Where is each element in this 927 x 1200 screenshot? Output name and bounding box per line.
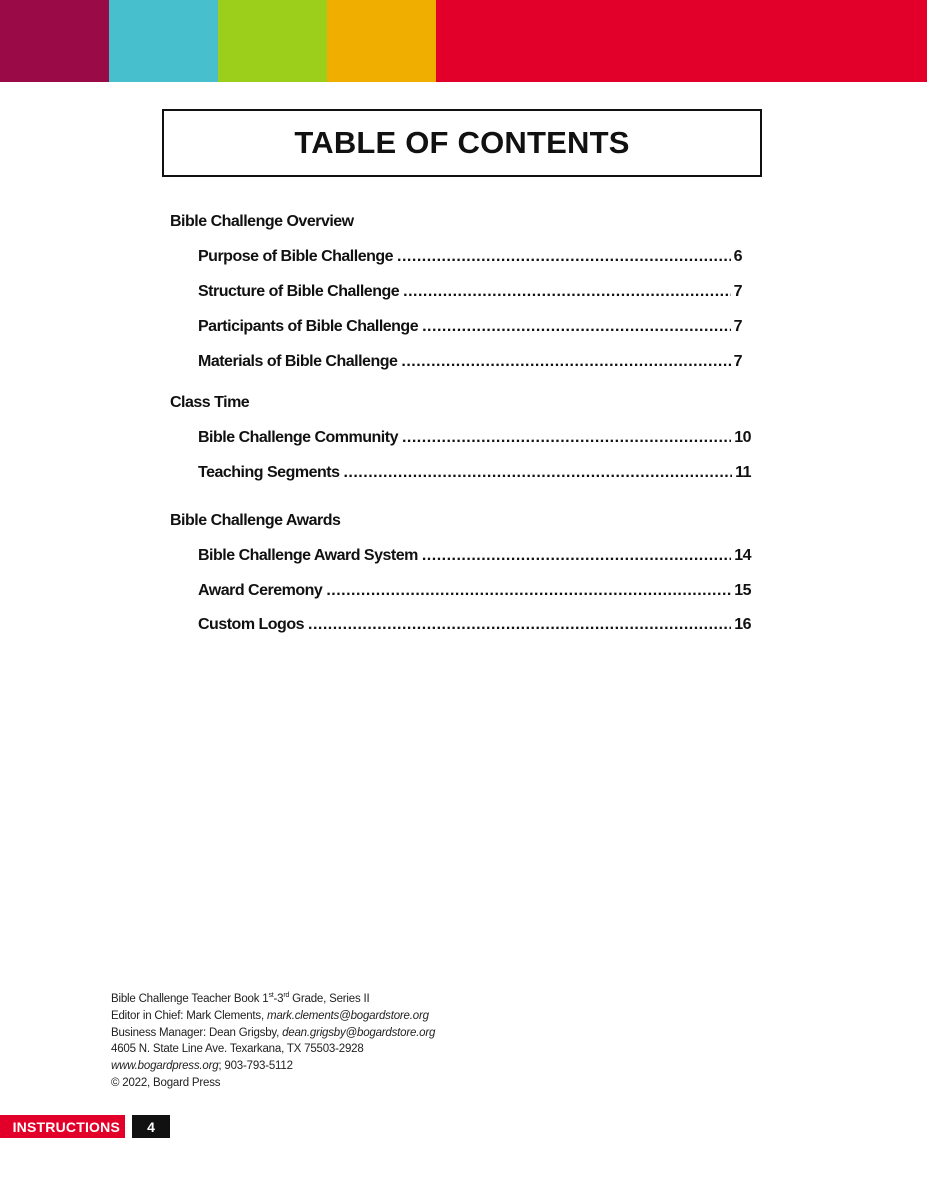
toc-entry[interactable] — [198, 581, 751, 601]
section-heading-awards: Bible Challenge Awards — [170, 512, 341, 529]
editor-email-link[interactable]: mark.clements@bogardstore.org — [266, 1009, 429, 1022]
book-title-suffix: Grade, Series II — [289, 993, 370, 1005]
toc-entry[interactable] — [198, 546, 751, 566]
toc-entry-label: Bible Challenge Award System — [198, 547, 418, 564]
book-title-range: -3 — [273, 993, 284, 1005]
dot-leader — [402, 428, 731, 448]
manager-label: Business Manager: Dean Grigsby, — [111, 1026, 283, 1039]
toc-entry-page: 10 — [734, 429, 751, 446]
toc-entry[interactable] — [198, 247, 742, 267]
toc-entry-label: Purpose of Bible Challenge — [198, 248, 394, 265]
dot-leader — [422, 317, 730, 337]
toc-entry-label: Bible Challenge Community — [198, 429, 398, 446]
credit-manager — [111, 1025, 435, 1042]
dot-leader — [326, 581, 731, 601]
toc-entry-label: Materials of Bible Challenge — [198, 353, 398, 370]
credit-editor — [111, 1008, 435, 1025]
toc-entry-page: 7 — [733, 318, 742, 335]
dot-leader — [343, 463, 732, 483]
toc-entry-label: Award Ceremony — [198, 582, 323, 599]
dot-leader — [397, 247, 731, 267]
page-title: TABLE OF CONTENTS — [294, 125, 630, 160]
toc-entry-page: 7 — [733, 353, 742, 370]
toc-entry-page: 11 — [735, 464, 751, 481]
manager-email-link[interactable]: dean.grigsby@bogardstore.org — [282, 1026, 436, 1039]
editor-label: Editor in Chief: Mark Clements, — [111, 1009, 267, 1022]
toc-entry[interactable] — [198, 282, 742, 302]
toc-entry-label: Participants of Bible Challenge — [198, 318, 419, 335]
dot-leader — [403, 282, 730, 302]
dot-leader — [308, 615, 731, 635]
dot-leader — [401, 352, 730, 372]
footer-page-number — [132, 1115, 170, 1138]
toc-entry-page: 6 — [733, 248, 742, 265]
toc-entry-page: 15 — [734, 582, 751, 599]
grade-superscript-1: st — [268, 992, 274, 1000]
credit-copyright: © 2022, Bogard Press — [111, 1076, 221, 1089]
section-label-text: INSTRUCTIONS — [12, 1118, 120, 1135]
phone-number: ; 903-793-5112 — [218, 1060, 293, 1073]
toc-entry-label: Structure of Bible Challenge — [198, 283, 400, 300]
toc-entry-page: 7 — [733, 283, 742, 300]
credit-address: 4605 N. State Line Ave. Texarkana, TX 75503-2928 — [111, 1043, 364, 1056]
toc-entry-label: Custom Logos — [198, 616, 304, 633]
toc-entry[interactable] — [198, 317, 742, 337]
section-heading-class-time: Class Time — [170, 394, 250, 411]
book-title-prefix: Bible Challenge Teacher Book 1 — [111, 993, 269, 1005]
website-link[interactable]: www.bogardpress.org — [111, 1060, 219, 1073]
toc-entry-page: 14 — [734, 547, 751, 564]
page-number-text: 4 — [147, 1118, 155, 1135]
section-heading-overview: Bible Challenge Overview — [170, 213, 354, 230]
footer-section-label — [0, 1115, 125, 1138]
toc-entry[interactable] — [198, 463, 751, 483]
toc-entry[interactable] — [198, 352, 742, 372]
credit-contact — [111, 1058, 435, 1075]
toc-entry[interactable] — [198, 428, 751, 448]
grade-superscript-2: rd — [283, 992, 290, 1000]
credit-book-title — [111, 991, 435, 1008]
toc-entry-page: 16 — [734, 616, 751, 633]
toc-entry[interactable] — [198, 615, 751, 635]
publication-credits — [111, 991, 435, 1092]
dot-leader — [422, 546, 731, 566]
toc-entry-label: Teaching Segments — [198, 464, 340, 481]
